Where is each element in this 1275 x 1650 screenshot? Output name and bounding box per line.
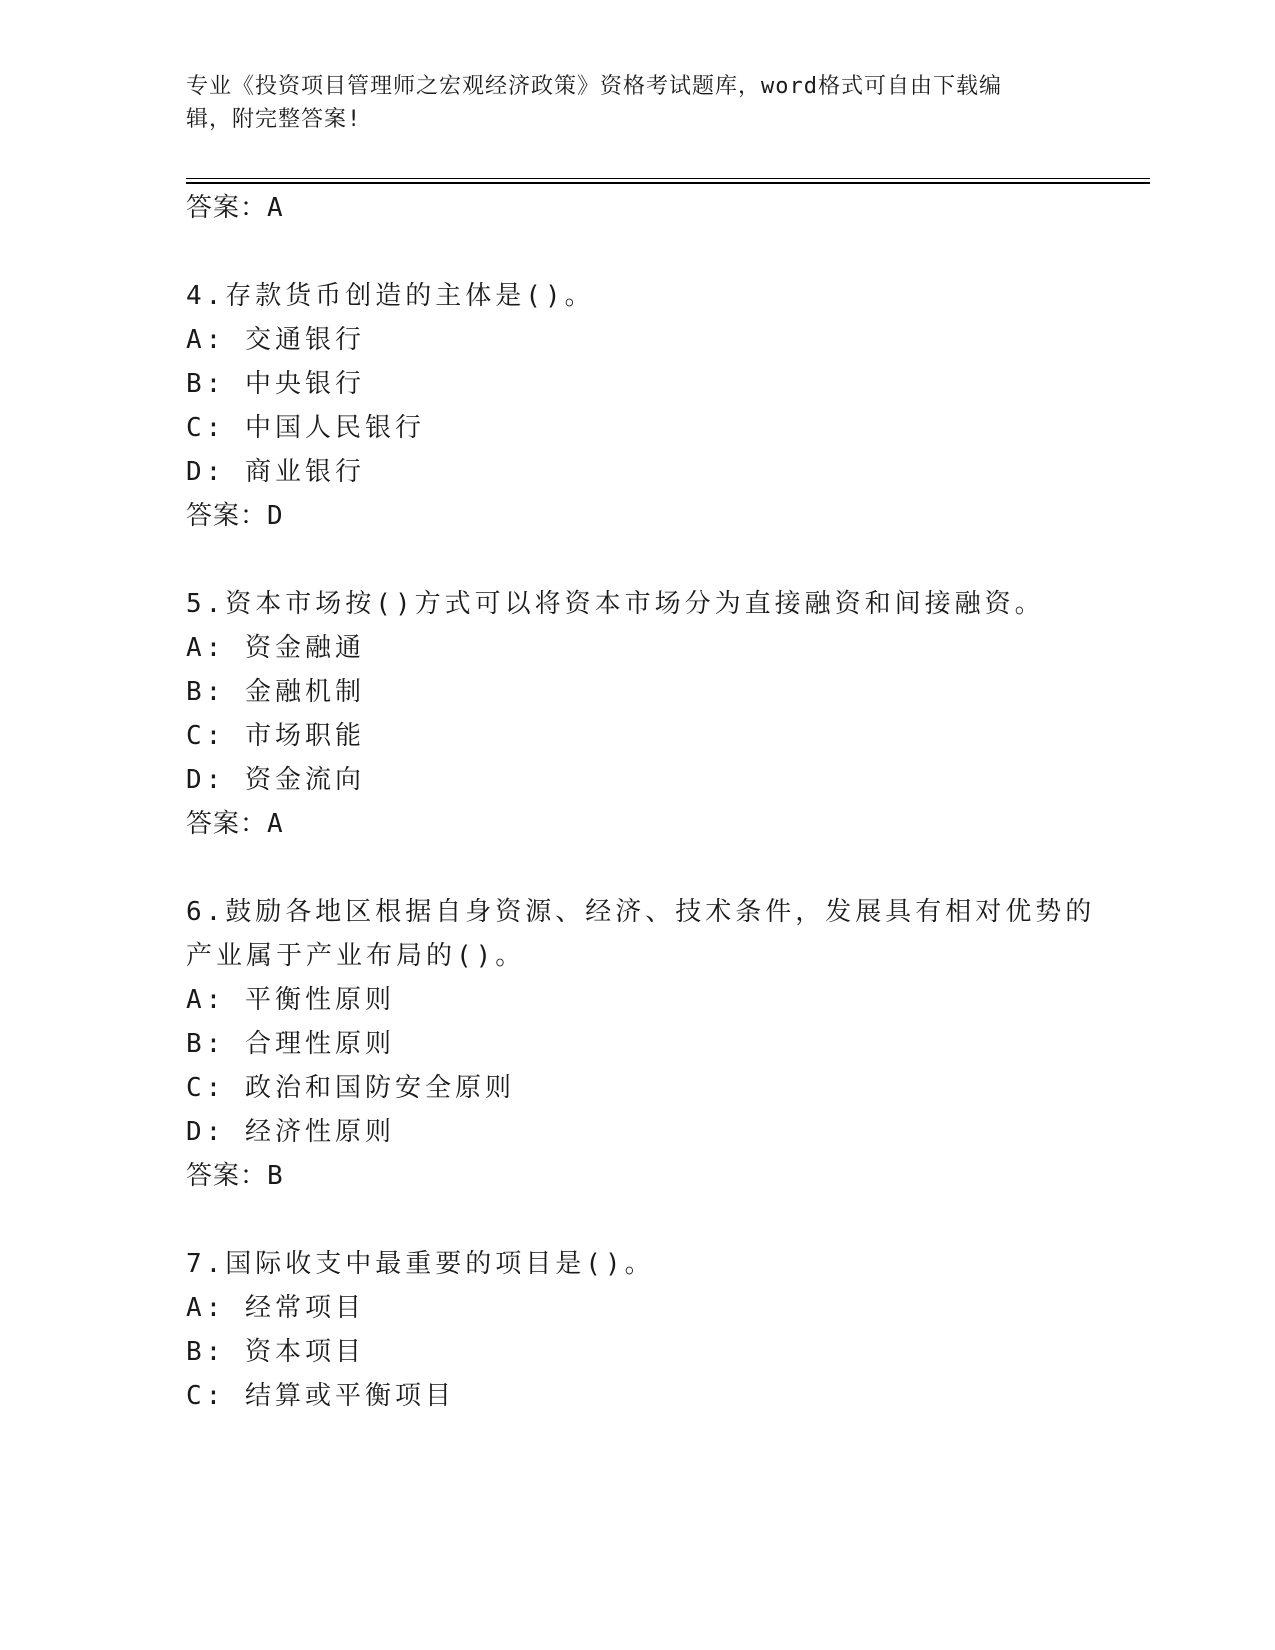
header-rule-thin [186,178,1150,179]
header-rule-thick [186,182,1150,184]
header-line-1: 专业《投资项目管理师之宏观经济政策》资格考试题库，word格式可自由下载编 [186,74,1002,99]
answer-line [186,498,284,534]
header-line-2: 辑，附完整答案! [186,107,362,132]
answer-value: A [267,809,284,839]
answer-value: D [267,501,284,531]
option-a: A: 经常项目 [186,1293,365,1323]
question-stem: 7.国际收支中最重要的项目是()。 [186,1249,655,1279]
option-c: C: 结算或平衡项目 [186,1381,455,1411]
option-c: C: 中国人民银行 [186,413,425,443]
answer-line [186,806,284,842]
option-c: C: 市场职能 [186,721,365,751]
option-b: B: 资本项目 [186,1337,365,1367]
question-stem-line-1: 6.鼓励各地区根据自身资源、经济、技术条件，发展具有相对优势的 [186,897,1096,927]
option-a: A: 平衡性原则 [186,985,395,1015]
document-header [186,70,1066,136]
answer-value: B [267,1161,284,1191]
question-stem: 4.存款货币创造的主体是()。 [186,281,595,311]
answer-label: 答案： [186,809,268,839]
option-b: B: 合理性原则 [186,1029,395,1059]
option-b: B: 金融机制 [186,677,365,707]
option-c: C: 政治和国防安全原则 [186,1073,515,1103]
question-stem: 5.资本市场按()方式可以将资本市场分为直接融资和间接融资。 [186,589,1045,619]
option-d: D: 经济性原则 [186,1117,395,1147]
option-b: B: 中央银行 [186,369,365,399]
answer-line [186,1158,284,1194]
option-d: D: 商业银行 [186,457,365,487]
answer-label: 答案： [186,501,268,531]
answer-line [186,190,284,226]
question-stem-line-2: 产业属于产业布局的()。 [186,941,526,971]
option-d: D: 资金流向 [186,765,365,795]
answer-label: 答案： [186,193,268,223]
answer-label: 答案： [186,1161,268,1191]
answer-value: A [267,193,284,223]
option-a: A: 资金融通 [186,633,365,663]
option-a: A: 交通银行 [186,325,365,355]
